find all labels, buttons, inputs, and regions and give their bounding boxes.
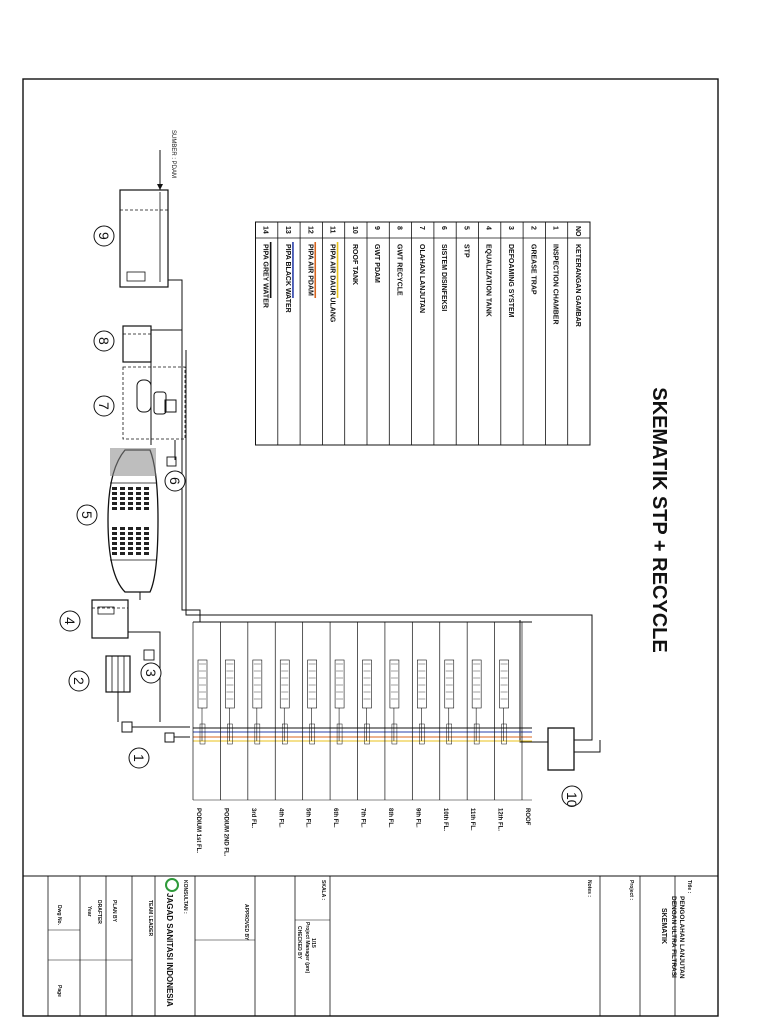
sheet-title: SKEMATIK STP + RECYCLE [648,387,670,653]
stp-media-block [112,542,117,545]
defoaming-unit [144,650,154,660]
stp-media-block [144,487,149,490]
component-marker-number: 6 [167,477,183,485]
floor-label: 10th FL. [441,808,448,832]
legend-desc: PIPA BLACK WATER [283,244,291,313]
component-marker-number: 4 [62,617,78,625]
stp-media-block [112,532,117,535]
tb-scale-value: 1/15 [310,938,316,948]
stp-media-block [128,502,133,505]
stp-media-block [136,507,141,510]
floor-label: 7th FL. [359,808,366,828]
component-marker-number: 1 [131,754,147,762]
tb-plan-label: PLAN BY [111,900,117,922]
stp-media-block [144,492,149,495]
stp-media-block [128,497,133,500]
stp-media-block [144,537,149,540]
fixture-group [335,660,344,708]
equalization-tank [92,600,128,638]
stp-media-block [128,537,133,540]
stp-media-block [112,492,117,495]
tb-checked-label: CHECKED BY [296,926,302,960]
floor-label: ROOF [524,808,530,826]
gwt-pdam-tank [120,130,176,287]
fixture-group [472,660,481,708]
legend-no: 5 [462,226,470,230]
stp-media-block [120,487,125,490]
stp-media-block [128,507,133,510]
roof-tank [548,728,574,770]
legend-no: 13 [283,226,291,234]
component-marker-number: 9 [96,232,112,240]
stp-media-block [120,542,125,545]
stp-media-block [136,527,141,530]
component-marker-number: 10 [564,792,580,808]
stp-media-block [128,552,133,555]
stp-media-block [112,497,117,500]
floor-risers [193,622,532,857]
stp-media-block [128,527,133,530]
stp-media-block [136,492,141,495]
stp-media-block [136,532,141,535]
floor-label: PODIUM 1st FL. [195,808,201,854]
legend-desc: PIPA AIR DAUR ULANG [328,244,336,323]
tb-consultant-label: KONSULTAN : [182,880,188,914]
legend-desc: STP [462,244,470,258]
stp-media-block [136,537,141,540]
tb-approved-label: APPROVED BY [243,904,249,941]
stp-media-block [136,502,141,505]
stp-media-block [120,537,125,540]
legend-desc: GWT PDAM [373,244,381,283]
legend-desc: INSPECTION CHAMBER [551,244,559,325]
tb-title-line-1: PENGOLAHAN LANJUTAN [678,896,685,979]
legend-no: 1 [551,226,559,230]
gwt-recycle-tank [123,326,151,362]
stp-media-block [144,502,149,505]
stp-media-block [120,547,125,550]
legend-no: 9 [373,226,381,230]
stp-media-block [120,497,125,500]
tb-title-line-2: DENGAN ULTRA FILTRASI [670,896,677,978]
legend-desc: EQUALIZATION TANK [484,244,492,317]
legend-desc: SISTEM DISINFEKSI [440,244,448,312]
stp-media-block [128,547,133,550]
stp-media-block [120,552,125,555]
stp-media-block [144,547,149,550]
stp-media-block [128,492,133,495]
stp-media-block [120,492,125,495]
legend-desc: ROOF TANK [350,244,358,286]
stp-media-block [120,507,125,510]
fixture-group [198,660,207,708]
company-logo [166,879,178,891]
legend-no: 14 [261,226,269,234]
legend-no: 8 [395,226,403,230]
inspection-chamber [122,722,174,742]
tb-title-line-3: SKEMATIK [660,908,667,945]
tb-company: JAGAD SANITASI INDONESIA [165,893,174,1007]
legend-desc: OLAHAN LANJUTAN [417,244,425,314]
fixture-group [280,660,289,708]
component-marker-number: 3 [143,669,159,677]
legend-desc: PIPA AIR PDAM [306,244,314,296]
stp-media-block [112,487,117,490]
stp-media-block [144,497,149,500]
fixture-group [253,660,262,708]
piping-network [118,280,600,752]
fixture-group [363,660,372,708]
tb-scale-label: SKALA : [320,880,326,901]
legend-no: 11 [328,226,336,234]
component-marker-number: 5 [79,511,95,519]
tb-notes-label: Notes : [586,880,592,897]
stp-media-block [136,487,141,490]
legend-table [256,222,591,445]
tb-year-label: Year [86,906,92,917]
legend-no: 10 [350,226,358,234]
tb-title-label: Title : [686,880,692,894]
legend-desc: KETERANGAN GAMBAR [573,244,581,327]
tb-team-label: TEAM LEADER [147,900,153,937]
legend-no: 12 [306,226,314,234]
fixture-group [445,660,454,708]
stp-media-block [136,497,141,500]
legend-desc: DEFOAMING SYSTEM [506,244,514,318]
tb-page-label: Page [56,985,62,997]
floor-label: 11th FL. [469,808,476,831]
advanced-treatment-unit [123,367,185,439]
title-block [48,876,692,1016]
stp-media-block [136,552,141,555]
grease-trap [106,656,130,692]
stp-media-block [120,532,125,535]
stp-media-block [128,532,133,535]
component-marker-number: 7 [96,402,112,410]
stp-media-block [144,527,149,530]
stp-media-block [112,527,117,530]
fixture-group [417,660,426,708]
stp-media-block [144,542,149,545]
legend-no: 2 [529,226,537,230]
floor-label: 6th FL. [332,808,339,828]
floor-label: PODIUM 2ND FL. [222,808,229,857]
legend-desc: GWT RECYCLE [395,244,403,296]
component-marker-number: 2 [71,677,87,685]
stp-media-block [128,487,133,490]
stp-media-block [112,537,117,540]
floor-label: 5th FL. [304,808,311,828]
stp-media-block [112,507,117,510]
floor-label: 9th FL. [414,808,421,828]
legend-desc: PIPA GREY WATER [261,244,269,308]
stp-media-block [136,542,141,545]
floor-label: 3rd FL. [249,808,256,829]
floor-label: 12th FL. [496,808,503,832]
stp-media-block [120,527,125,530]
floor-label: 4th FL. [277,808,284,828]
legend-no: 7 [417,226,425,230]
stp-media-block [112,502,117,505]
fixture-group [308,660,317,708]
tb-checked-role: Project Manager (pm) [304,922,310,974]
fixture-group [500,660,509,708]
fixture-group [390,660,399,708]
tb-drafter-label: DRAFTER [96,900,102,924]
legend-desc: GREASE TRAP [529,244,537,295]
tb-project-label: Project : [628,880,634,901]
stp-media-block [128,542,133,545]
sheet-border [23,79,718,1016]
legend-no: 3 [506,226,514,230]
stp-tank [108,448,176,592]
floor-label: 8th FL. [386,808,393,828]
stp-media-block [144,552,149,555]
stp-media-block [112,552,117,555]
legend-no: NO [573,226,581,237]
stp-media-block [120,502,125,505]
stp-media-block [136,547,141,550]
source-label: SUMBER : PDAM [170,130,176,179]
tb-dwg-label: Dwg No. [56,905,62,925]
stp-media-block [112,547,117,550]
stp-media-block [144,532,149,535]
legend-no: 6 [440,226,448,230]
stp-media-block [144,507,149,510]
fixture-group [225,660,234,708]
component-marker-number: 8 [96,337,112,345]
legend-no: 4 [484,226,492,230]
